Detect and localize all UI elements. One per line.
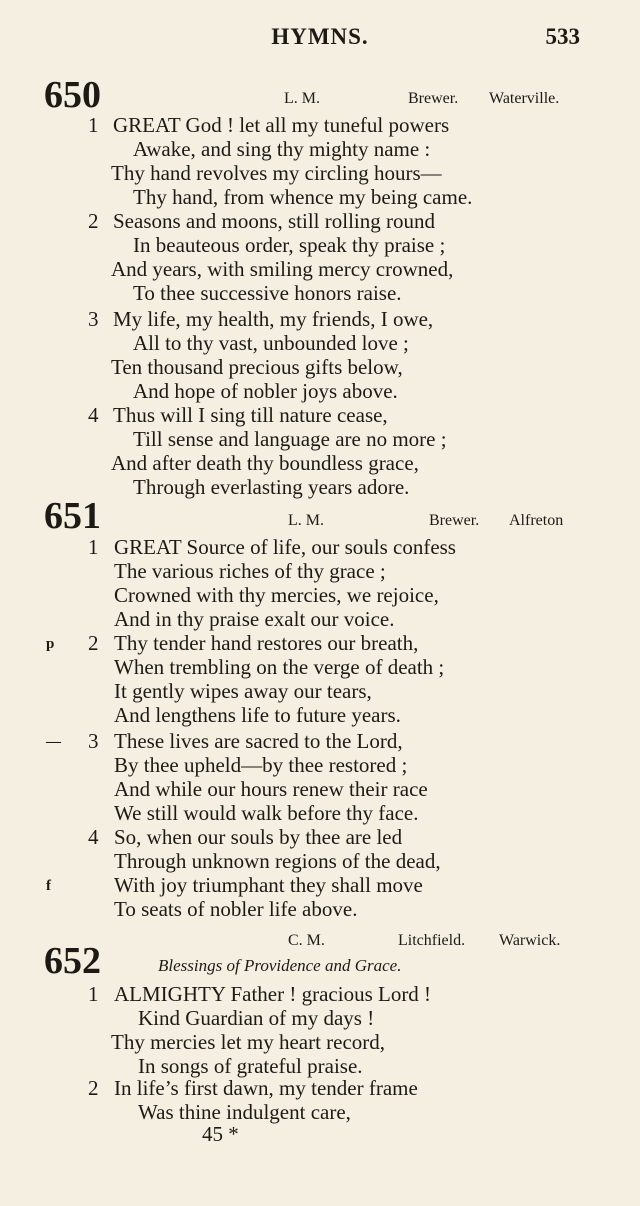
hymn-number: 650	[44, 74, 101, 116]
verse-number: 4	[88, 403, 99, 427]
hymn-composer: Brewer.	[429, 512, 480, 529]
hymn-tune: Warwick.	[499, 932, 561, 949]
verse-line: And in thy praise exalt our voice.	[114, 607, 395, 631]
verse-line: So, when our souls by thee are led	[114, 825, 403, 849]
verse-line: By thee upheld—by thee restored ;	[114, 753, 408, 777]
verse-line: It gently wipes away our tears,	[114, 679, 372, 703]
hymn-tune: Waterville.	[489, 90, 560, 107]
verse-number: 4	[88, 825, 99, 849]
hymn-composer: Brewer.	[408, 90, 459, 107]
verse-line: And years, with smiling mercy crowned,	[111, 257, 454, 281]
verse-line: And after death thy boundless grace,	[111, 451, 419, 475]
verse-line: My life, my health, my friends, I owe,	[113, 307, 434, 331]
hymn-meter: L. M.	[284, 90, 320, 107]
verse-number: 1	[88, 113, 99, 137]
hymn-meter: L. M.	[288, 512, 324, 529]
verse-line: Till sense and language are no more ;	[133, 427, 447, 451]
verse-number: 1	[88, 535, 99, 559]
verse-line: These lives are sacred to the Lord,	[114, 729, 403, 753]
hymn-subtitle: Blessings of Providence and Grace.	[158, 956, 402, 975]
verse-line: In songs of grateful praise.	[138, 1054, 363, 1078]
verse-line: Through unknown regions of the dead,	[114, 849, 441, 873]
verse-number: 1	[88, 982, 99, 1006]
verse-line: Through everlasting years adore.	[133, 475, 410, 499]
verse-line: Kind Guardian of my days !	[138, 1006, 375, 1030]
verse-line: Thy tender hand restores our breath,	[114, 631, 419, 655]
verse-line: ALMIGHTY Father ! gracious Lord !	[114, 982, 432, 1006]
page-number: 533	[545, 24, 580, 49]
verse-line: Thy hand, from whence my being came.	[133, 185, 473, 209]
verse-number: 2	[88, 209, 99, 233]
verse-line: And lengthens life to future years.	[114, 703, 401, 727]
verse-line: Ten thousand precious gifts below,	[111, 355, 403, 379]
verse-line: Seasons and moons, still rolling round	[113, 209, 435, 233]
verse-line: And hope of nobler joys above.	[133, 379, 398, 403]
verse-line: Was thine indulgent care,	[138, 1100, 351, 1124]
signature-mark: 45 *	[202, 1122, 239, 1146]
verse-line: And while our hours renew their race	[114, 777, 428, 801]
verse-number: 3	[88, 307, 99, 331]
verse-line: In life’s first dawn, my tender frame	[114, 1076, 418, 1100]
verse-line: Thy mercies let my heart record,	[111, 1030, 386, 1054]
dynamic-mark: f	[46, 878, 51, 894]
verse-line: We still would walk before thy face.	[114, 801, 419, 825]
hymn-number: 651	[44, 495, 101, 537]
verse-line: Thus will I sing till nature cease,	[113, 403, 388, 427]
verse-line: To thee successive honors raise.	[133, 281, 402, 305]
dynamic-mark: —	[46, 734, 61, 750]
verse-line: With joy triumphant they shall move	[114, 873, 423, 897]
verse-line: GREAT God ! let all my tuneful powers	[113, 113, 450, 137]
verse-line: In beauteous order, speak thy praise ;	[133, 233, 446, 257]
verse-line: GREAT Source of life, our souls confess	[114, 535, 456, 559]
verse-line: Crowned with thy mercies, we rejoice,	[114, 583, 439, 607]
page-header-title: HYMNS.	[271, 24, 369, 49]
verse-line: When trembling on the verge of death ;	[114, 655, 445, 679]
dynamic-mark: p	[46, 636, 55, 652]
verse-number: 3	[88, 729, 99, 753]
verse-line: The various riches of thy grace ;	[114, 559, 386, 583]
verse-line: To seats of nobler life above.	[114, 897, 358, 921]
hymn-meter: C. M.	[288, 932, 325, 949]
verse-number: 2	[88, 1076, 99, 1100]
verse-number: 2	[88, 631, 99, 655]
hymn-number: 652	[44, 940, 101, 982]
verse-line: All to thy vast, unbounded love ;	[133, 331, 409, 355]
verse-line: Awake, and sing thy mighty name :	[133, 137, 431, 161]
verse-line: Thy hand revolves my circling hours—	[111, 161, 442, 185]
hymn-tune: Alfreton	[509, 512, 564, 529]
hymn-composer: Litchfield.	[398, 932, 466, 949]
